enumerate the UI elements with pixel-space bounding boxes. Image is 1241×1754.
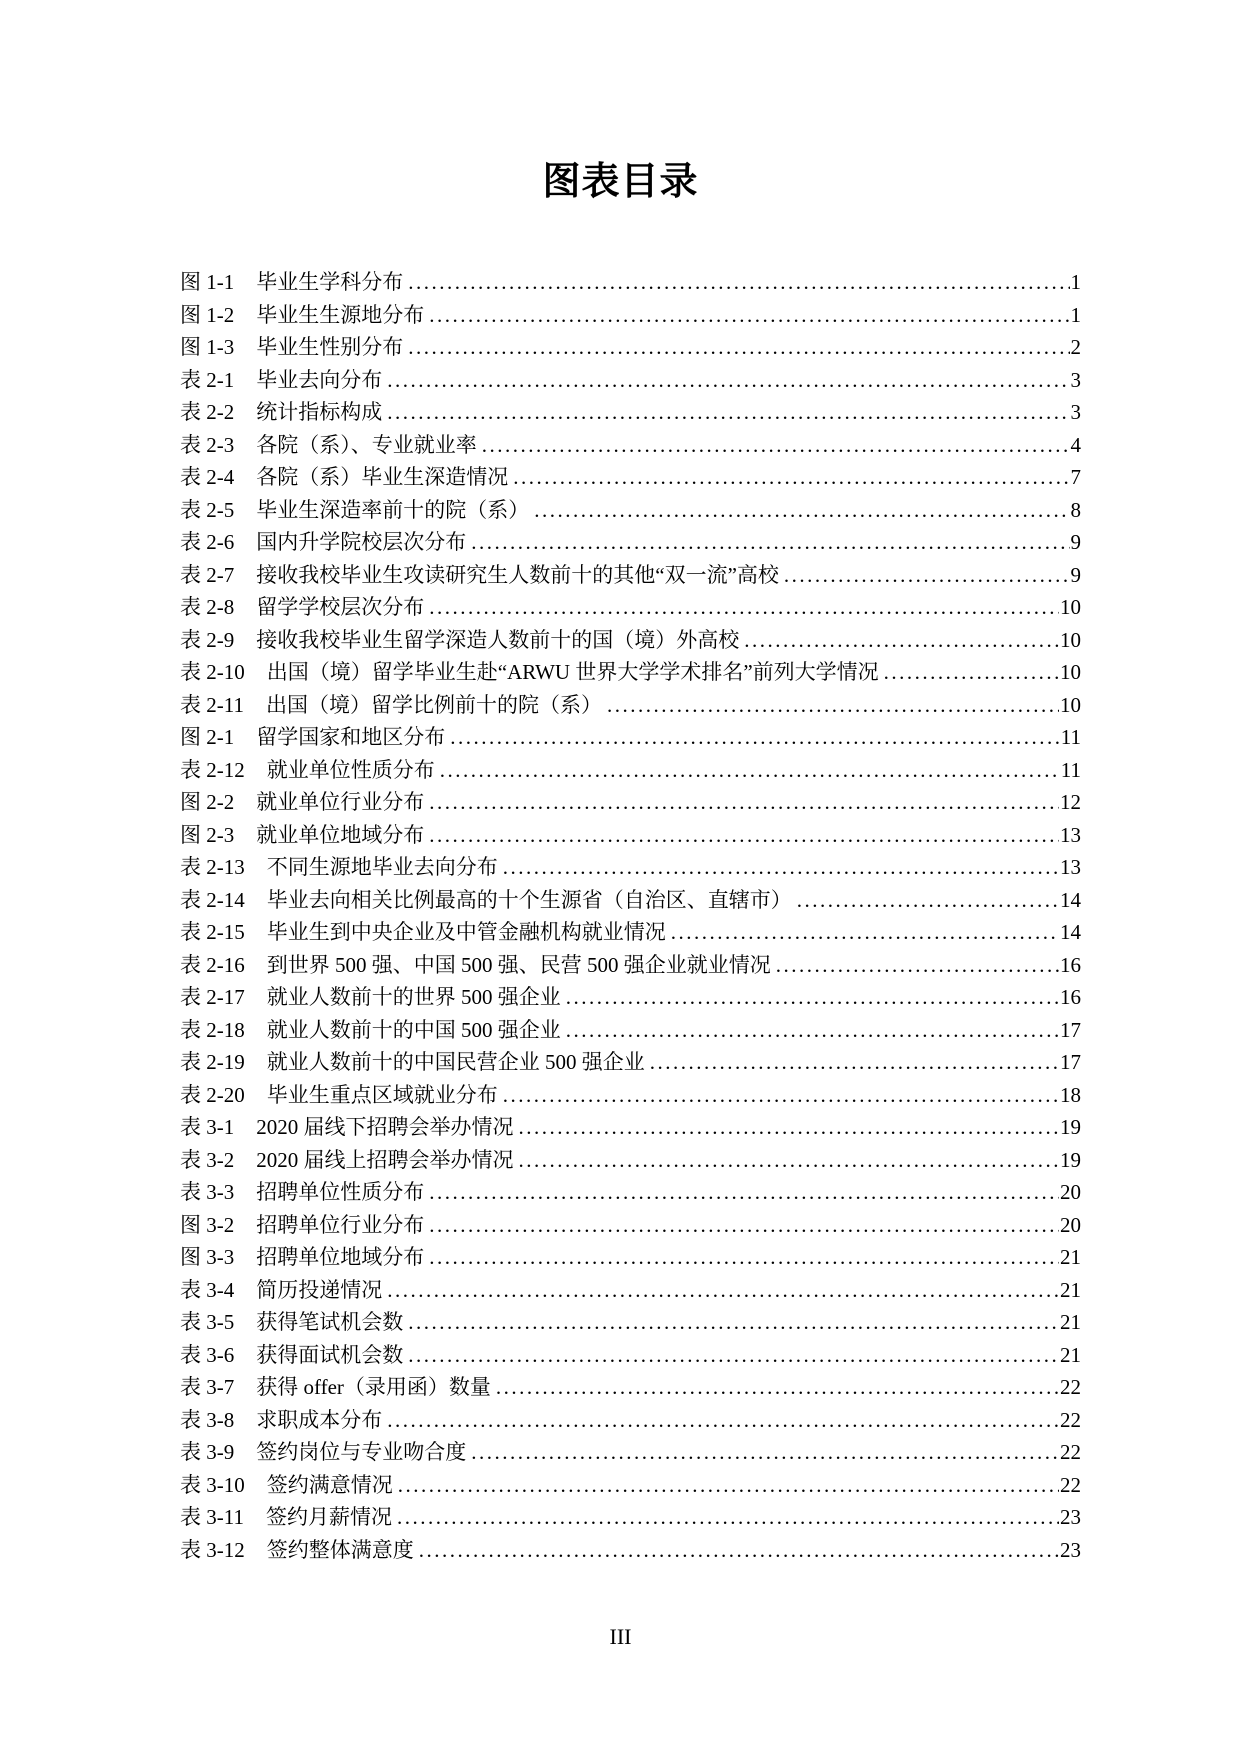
toc-entry-title: 接收我校毕业生留学深造人数前十的国（境）外高校 [256,627,740,652]
toc-entry-label: 表 2-18 [180,1017,245,1042]
dot-leader [566,985,1059,1018]
toc-entry-label: 表 2-13 [180,855,245,879]
toc-list [180,266,1081,1566]
toc-entry[interactable] [180,656,1081,689]
toc-entry[interactable] [180,461,1081,494]
toc-entry-title: 就业单位行业分布 [256,790,425,814]
toc-entry-label: 表 3-10 [180,1472,245,1497]
dot-leader [607,693,1059,726]
toc-entry[interactable] [180,559,1081,592]
dot-leader [419,1538,1059,1571]
toc-entry-title: 出国（境）留学毕业生赴“ARWU 世界大学学术排名”前列大学情况 [266,660,879,684]
toc-entry[interactable] [180,1079,1081,1112]
dot-leader [450,725,1060,758]
toc-entry-label: 表 2-19 [180,1050,245,1074]
footer-page-number: III [609,1624,632,1649]
toc-entry-page: 9 [1070,562,1081,587]
toc-entry-page: 7 [1070,465,1081,489]
dot-leader [513,465,1069,498]
toc-entry-page: 3 [1070,400,1081,424]
toc-entry[interactable] [180,429,1081,462]
dot-leader [429,303,1069,336]
toc-entry-page: 10 [1060,692,1081,717]
dot-leader [429,1180,1059,1213]
toc-entry-title: 获得笔试机会数 [256,1310,404,1334]
toc-entry-page: 22 [1060,1407,1081,1432]
toc-entry-page: 22 [1060,1375,1081,1399]
toc-entry-page: 16 [1060,952,1081,977]
toc-entry-page: 18 [1060,1082,1081,1107]
toc-entry[interactable] [180,916,1081,949]
toc-entry-label: 图 3-2 [180,1212,235,1237]
toc-entry-page: 20 [1060,1212,1081,1237]
toc-entry[interactable] [180,624,1081,657]
dot-leader [429,1245,1059,1278]
toc-entry[interactable] [180,754,1081,787]
toc-entry[interactable] [180,1014,1081,1047]
dot-leader [496,1375,1059,1408]
toc-entry-label: 表 2-2 [180,400,235,424]
toc-entry-label: 表 3-12 [180,1537,245,1562]
dot-leader [397,1505,1059,1538]
dot-leader [503,1083,1059,1116]
toc-entry-label: 表 3-5 [180,1310,235,1334]
toc-entry-label: 表 2-4 [180,465,235,489]
toc-entry[interactable] [180,1306,1081,1339]
toc-entry-title: 国内升学院校层次分布 [256,530,467,554]
toc-entry-page: 23 [1060,1537,1081,1562]
dot-leader [429,1213,1059,1246]
toc-entry-page: 9 [1070,530,1081,554]
toc-entry-title: 就业单位地域分布 [256,822,425,847]
toc-entry-page: 13 [1060,822,1081,847]
toc-entry-page: 1 [1070,302,1081,327]
toc-entry[interactable] [180,1436,1081,1469]
toc-entry-page: 19 [1060,1115,1081,1139]
toc-entry[interactable] [180,299,1081,332]
toc-entry-page: 21 [1060,1310,1081,1334]
toc-entry-label: 表 3-9 [180,1440,235,1464]
toc-entry-page: 13 [1060,855,1081,879]
toc-entry-title: 毕业生生源地分布 [256,302,425,327]
toc-entry-page: 21 [1060,1277,1081,1302]
toc-entry-page: 4 [1070,432,1081,457]
toc-entry-page: 17 [1060,1050,1081,1074]
toc-entry-label: 表 2-20 [180,1082,245,1107]
toc-entry-label: 表 3-8 [180,1407,235,1432]
dot-leader [519,1115,1060,1148]
toc-entry-page: 3 [1070,367,1081,392]
toc-entry-title: 签约月薪情况 [265,1505,392,1529]
toc-entry-title: 各院（系）、专业就业率 [256,432,477,457]
toc-entry-title: 留学学校层次分布 [256,595,425,619]
toc-entry-label: 表 3-6 [180,1342,235,1367]
toc-entry-label: 表 2-12 [180,757,245,782]
dot-leader [519,1148,1060,1181]
toc-entry-label: 表 2-15 [180,920,245,944]
dot-leader [387,400,1069,433]
toc-entry-label: 表 3-2 [180,1147,235,1172]
toc-entry-page: 11 [1060,757,1081,782]
toc-entry-label: 图 2-3 [180,822,235,847]
toc-entry-label: 表 2-11 [180,692,244,717]
toc-entry[interactable] [180,981,1081,1014]
toc-entry-title: 毕业生学科分布 [256,270,404,294]
dot-leader [776,953,1059,986]
toc-entry-title: 签约满意情况 [266,1472,393,1497]
toc-entry[interactable] [180,1274,1081,1307]
toc-entry[interactable] [180,884,1081,917]
toc-entry-label: 图 2-1 [180,725,235,749]
dot-leader [408,270,1069,303]
toc-entry-label: 表 2-10 [180,660,245,684]
toc-entry[interactable] [180,1404,1081,1437]
toc-entry-title: 招聘单位地域分布 [256,1245,425,1269]
toc-entry-title: 就业单位性质分布 [266,757,435,782]
toc-entry[interactable] [180,851,1081,884]
toc-entry-page: 12 [1060,790,1081,814]
toc-entry-title: 求职成本分布 [256,1407,383,1432]
toc-entry-label: 表 3-7 [180,1375,235,1399]
toc-entry-page: 16 [1060,985,1081,1009]
toc-entry-label: 表 2-1 [180,367,235,392]
toc-entry-label: 图 3-3 [180,1245,235,1269]
toc-entry-title: 获得 offer（录用函）数量 [256,1375,491,1399]
toc-entry-title: 统计指标构成 [256,400,383,424]
toc-entry-title: 2020 届线下招聘会举办情况 [256,1115,514,1139]
toc-entry-page: 14 [1060,920,1081,944]
toc-entry[interactable] [180,1046,1081,1079]
toc-entry-title: 留学国家和地区分布 [256,725,446,749]
toc-entry-label: 表 3-3 [180,1180,235,1204]
toc-entry[interactable] [180,689,1081,722]
toc-entry-page: 20 [1060,1180,1081,1204]
toc-entry-title: 到世界 500 强、中国 500 强、民营 500 强企业就业情况 [266,952,771,977]
dot-leader [387,368,1069,401]
toc-entry-label: 表 2-5 [180,497,235,522]
dot-leader [408,1310,1059,1343]
toc-entry[interactable] [180,949,1081,982]
toc-entry-label: 表 2-17 [180,985,245,1009]
toc-entry-page: 22 [1060,1440,1081,1464]
toc-entry-title: 就业人数前十的中国 500 强企业 [266,1017,561,1042]
toc-entry-page: 1 [1070,270,1081,294]
toc-entry-label: 图 1-1 [180,270,235,294]
dot-leader [784,563,1070,596]
toc-entry-label: 表 3-11 [180,1505,244,1529]
toc-entry[interactable] [180,1371,1081,1404]
toc-entry-page: 10 [1060,660,1081,684]
toc-entry-label: 表 2-3 [180,432,235,457]
toc-entry-title: 毕业生重点区域就业分布 [266,1082,498,1107]
toc-entry[interactable] [180,494,1081,527]
toc-entry-title: 各院（系）毕业生深造情况 [256,465,509,489]
toc-entry[interactable] [180,266,1081,299]
toc-entry-page: 8 [1070,497,1081,522]
toc-entry-page: 10 [1060,627,1081,652]
toc-entry-title: 简历投递情况 [256,1277,383,1302]
toc-entry[interactable] [180,364,1081,397]
dot-leader [387,1408,1059,1441]
toc-entry-label: 表 2-8 [180,595,235,619]
toc-entry-page: 21 [1060,1245,1081,1269]
dot-leader [429,790,1059,823]
toc-entry-label: 图 1-2 [180,302,235,327]
toc-entry-page: 14 [1060,887,1081,912]
toc-entry-title: 招聘单位行业分布 [256,1212,425,1237]
toc-entry-title: 2020 届线上招聘会举办情况 [256,1147,514,1172]
dot-leader [534,498,1069,531]
dot-leader [884,660,1059,693]
dot-leader [440,758,1060,791]
toc-entry-title: 签约整体满意度 [266,1537,414,1562]
toc-entry[interactable] [180,396,1081,429]
toc-entry-title: 毕业生到中央企业及中管金融机构就业情况 [266,920,666,944]
toc-entry[interactable] [180,1111,1081,1144]
toc-entry-page: 10 [1060,595,1081,619]
toc-entry-page: 23 [1060,1505,1081,1529]
toc-entry-title: 就业人数前十的中国民营企业 500 强企业 [266,1050,645,1074]
toc-entry-label: 表 2-7 [180,562,235,587]
toc-entry-label: 表 2-9 [180,627,235,652]
toc-entry-title: 就业人数前十的世界 500 强企业 [266,985,561,1009]
toc-entry[interactable] [180,819,1081,852]
toc-entry[interactable] [180,1339,1081,1372]
toc-entry[interactable] [180,1144,1081,1177]
toc-entry-page: 17 [1060,1017,1081,1042]
toc-entry-title: 招聘单位性质分布 [256,1180,425,1204]
toc-entry-label: 表 2-14 [180,887,245,912]
toc-entry-title: 出国（境）留学比例前十的院（系） [265,692,602,717]
toc-entry-page: 19 [1060,1147,1081,1172]
toc-entry-title: 毕业生深造率前十的院（系） [256,497,530,522]
toc-entry-label: 表 3-4 [180,1277,235,1302]
toc-entry[interactable] [180,526,1081,559]
toc-entry-title: 签约岗位与专业吻合度 [256,1440,467,1464]
toc-entry-title: 获得面试机会数 [256,1342,404,1367]
toc-entry[interactable] [180,1501,1081,1534]
dot-leader [387,1278,1059,1311]
toc-entry-title: 不同生源地毕业去向分布 [266,855,498,879]
toc-entry-title: 毕业生性别分布 [256,335,404,359]
dot-leader [408,1343,1059,1376]
toc-entry-page: 21 [1060,1342,1081,1367]
toc-entry-label: 表 3-1 [180,1115,235,1139]
toc-entry-page: 22 [1060,1472,1081,1497]
toc-entry[interactable] [180,591,1081,624]
toc-entry-page: 11 [1060,725,1081,749]
dot-leader [471,1440,1059,1473]
dot-leader [398,1473,1059,1506]
dot-leader [408,335,1069,368]
toc-entry-label: 表 2-16 [180,952,245,977]
toc-entry-title: 接收我校毕业生攻读研究生人数前十的其他“双一流”高校 [256,562,779,587]
dot-leader [650,1050,1059,1083]
toc-entry[interactable] [180,1534,1081,1567]
toc-entry[interactable] [180,786,1081,819]
toc-entry-label: 图 2-2 [180,790,235,814]
page-title: 图表目录 [542,161,699,203]
dot-leader [482,433,1070,466]
toc-entry[interactable] [180,1241,1081,1274]
toc-entry-page: 2 [1070,335,1081,359]
toc-entry[interactable] [180,331,1081,364]
dot-leader [429,823,1059,856]
dot-leader [797,888,1059,921]
toc-entry-title: 毕业去向分布 [256,367,383,392]
toc-entry-title: 毕业去向相关比例最高的十个生源省（自治区、直辖市） [266,887,792,912]
toc-entry-label: 表 2-6 [180,530,235,554]
toc-entry-label: 图 1-3 [180,335,235,359]
toc-entry[interactable] [180,1176,1081,1209]
toc-entry[interactable] [180,1469,1081,1502]
toc-entry[interactable] [180,721,1081,754]
toc-entry[interactable] [180,1209,1081,1242]
